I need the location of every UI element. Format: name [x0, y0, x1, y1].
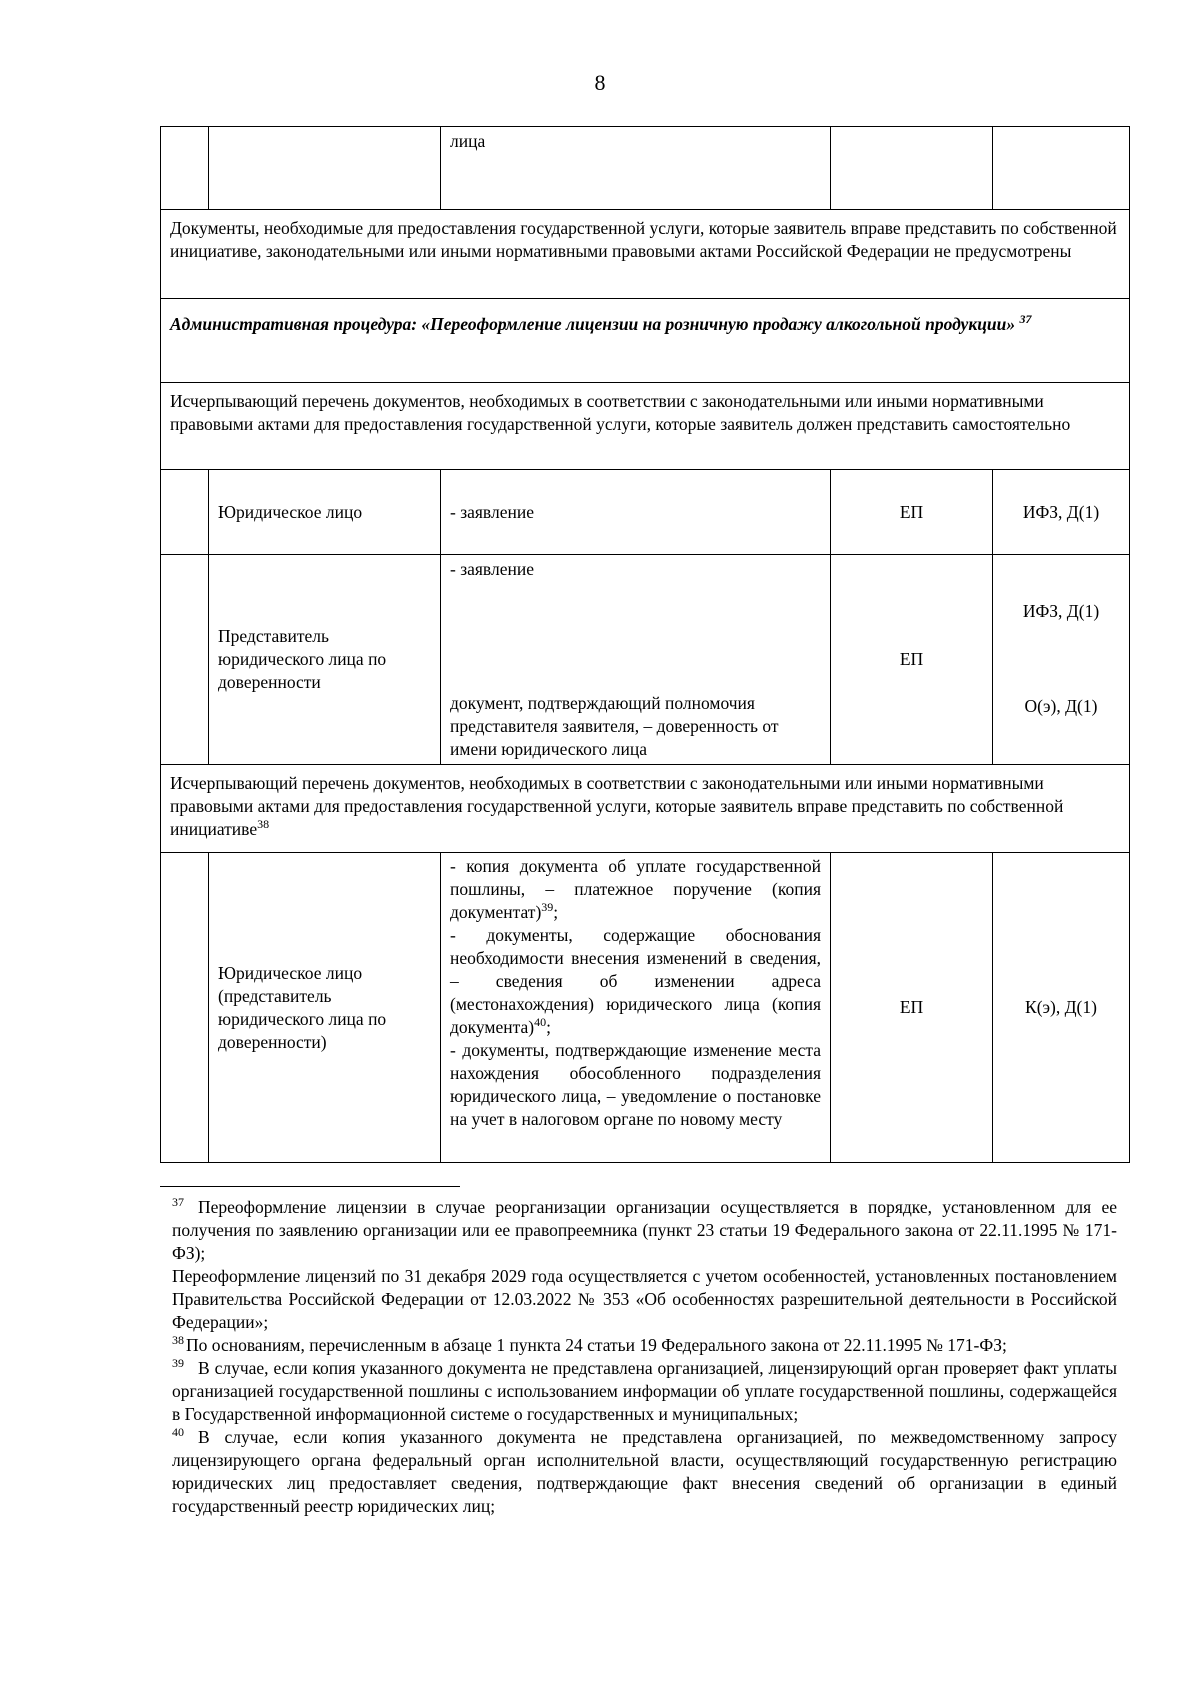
document-cell: [441, 555, 831, 765]
optional-docs-none-text: Документы, необходимые для предоставления государственной услуги, которые заявитель вправе представить по собственной инициативе, законодательными или иными нормативными правовыми актами Российской Федерации не предусмотрены: [161, 210, 1130, 299]
document-item: - документы, подтверждающие изменение места нахождения обособленного подразделения юридического лица, – уведомление о постановке на учет в налоговом органе по новому месту: [450, 1040, 821, 1129]
table-row-legal-entity: [161, 470, 1130, 555]
table-row-representative: [161, 555, 1130, 765]
table-row-initiative-docs: [161, 765, 1130, 853]
table-row-optional-docs-none: [161, 210, 1130, 299]
documents-table: [160, 126, 1130, 1163]
procedure-text: Административная процедура: «Переоформление лицензии на розничную продажу алкогольной продукции»: [170, 314, 1016, 334]
procedure-title: [161, 299, 1130, 383]
type-item: О(э), Д(1): [1024, 696, 1098, 716]
page-number: 8: [594, 70, 606, 95]
applicant-cell: Представитель юридического лица по доверенности: [209, 555, 441, 765]
continuation-cell: лица: [441, 127, 831, 210]
mandatory-docs-text: Исчерпывающий перечень документов, необходимых в соответствии с законодательными или иными нормативными правовыми актами для предоставления государственной услуги, которые заявитель должен представить самостоятельно: [161, 383, 1130, 470]
document-item: - заявление: [450, 559, 534, 579]
document-item: - документы, содержащие обоснования необходимости внесения изменений в сведения, – сведения об изменении адреса (местонахождения) юридического лица (копия документа)$^{40}$;: [450, 925, 821, 1037]
initiative-footnote-ref: 38: [257, 817, 270, 832]
table-row-mandatory-docs: [161, 383, 1130, 470]
type-cell: [993, 555, 1130, 765]
document-item: документ, подтверждающий полномочия представителя заявителя, – доверенность от имени юридического лица: [450, 693, 779, 759]
form-cell: ЕП: [831, 555, 993, 765]
document-cell: [441, 853, 831, 1163]
initiative-docs-text: Исчерпывающий перечень документов, необходимых в соответствии с законодательными или иными нормативными правовыми актами для предоставления государственной услуги, которые заявитель вправе представить по собственной инициативе$^{38}$: [161, 765, 1130, 853]
document-item: - копия документа об уплате государственной пошлины, – платежное поручение (копия документат)$^{39}$;: [450, 856, 821, 922]
footnote-37-continued: Переоформление лицензий по 31 декабря 2029 года осуществляется с учетом особенностей, установленных постановлением Правительства Российской Федерации от 12.03.2022 № 353 «Об особенностях разрешительной деятельности в Российской Федерации»;: [172, 1266, 1117, 1332]
type-item: ИФЗ, Д(1): [1022, 601, 1100, 621]
type-cell: ИФЗ, Д(1): [993, 470, 1130, 555]
procedure-footnote-ref: 37: [1019, 312, 1032, 327]
type-cell: К(э), Д(1): [993, 853, 1130, 1163]
table-row-initiative: [161, 853, 1130, 1163]
footnotes: [172, 1196, 1117, 1518]
form-cell: ЕП: [831, 853, 993, 1163]
document-cell: - заявление: [441, 470, 831, 555]
form-cell: ЕП: [831, 470, 993, 555]
applicant-cell: Юридическое лицо (представитель юридического лица по доверенности): [209, 853, 441, 1163]
footnote-37: $^{37}$ Переоформление лицензии в случае реорганизации организации осуществляется в порядке, установленном для ее получения по заявлению организации или ее правопреемника (пункт 23 статьи 19 Федерального закона от 22.11.1995 № 171-ФЗ);: [172, 1195, 1117, 1263]
footnote-separator: [160, 1186, 460, 1187]
footnote-39: $^{39}$ В случае, если копия указанного документа не представлена организацией, лицензирующий орган проверяет факт уплаты организацией государственной пошлины с использованием информации об уплате государственной пошлины, содержащейся в Государственной информационной системе о государственных и муниципальных;: [172, 1356, 1117, 1424]
footnote-38: $^{38}$ По основаниям, перечисленным в абзаце 1 пункта 24 статьи 19 Федерального закона от 22.11.1995 № 171-ФЗ;: [172, 1333, 1007, 1355]
footnote-40: $^{40}$ В случае, если копия указанного документа не представлена организацией, по межведомственному запросу лицензирующего органа федеральный орган исполнительной власти, осуществляющий государственную регистрацию юридических лиц предоставляет сведения, подтверждающие факт внесения сведений об организации в единый государственный реестр юридических лиц;: [172, 1425, 1117, 1516]
table-row-continuation: [161, 127, 1130, 210]
applicant-cell: Юридическое лицо: [209, 470, 441, 555]
table-row-procedure: [161, 299, 1130, 383]
